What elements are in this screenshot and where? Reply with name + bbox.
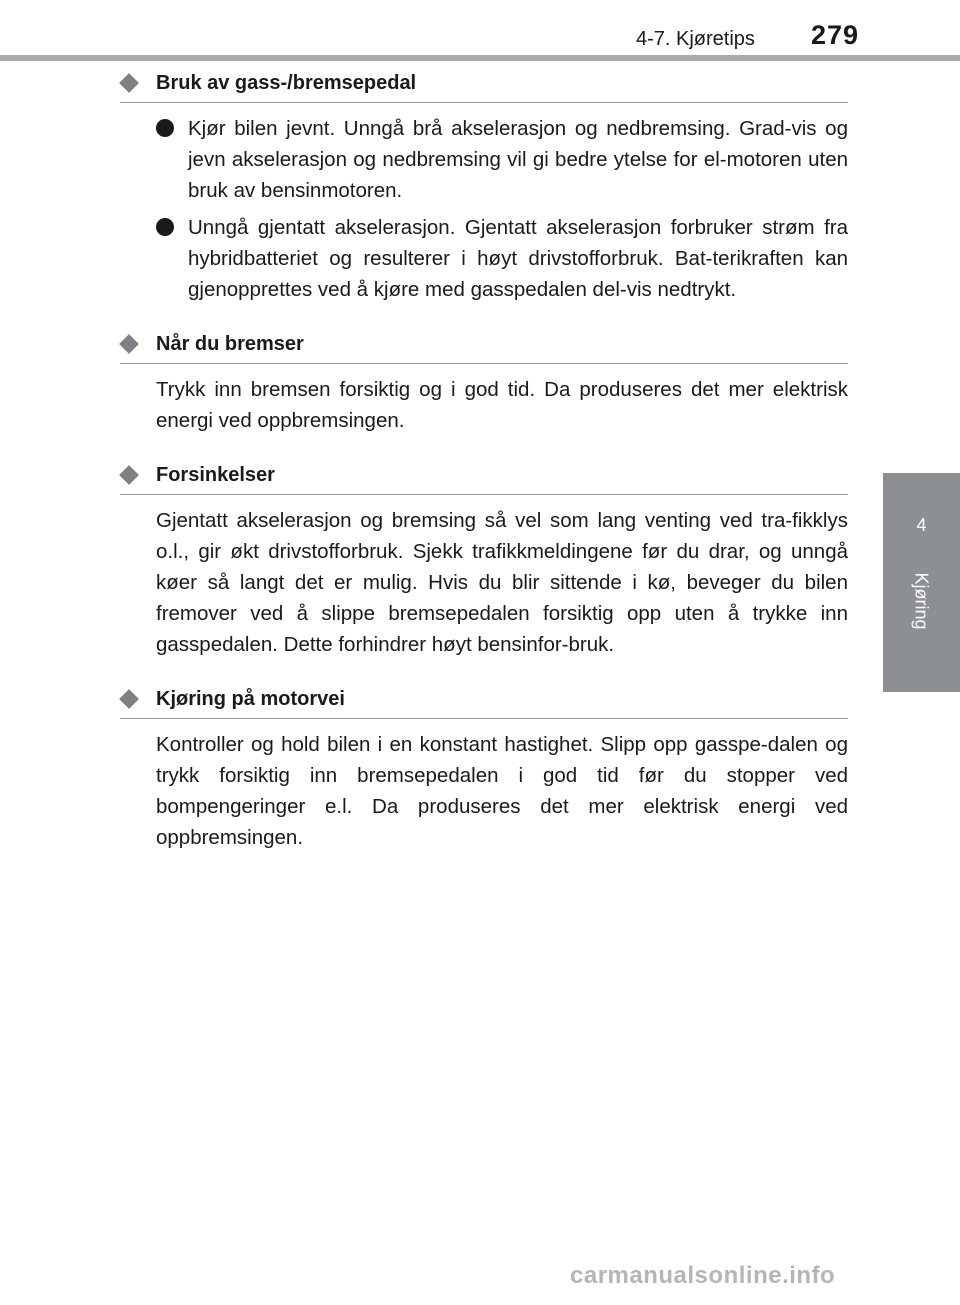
section-heading [120, 68, 848, 103]
chapter-label: Kjøring [911, 572, 932, 630]
bullet-dot-icon [156, 218, 174, 236]
bullet-dot-icon [156, 119, 174, 137]
section-paragraph: Trykk inn bremsen forsiktig og i god tid. Da produseres det mer elektrisk energi ved oppbremsingen. [156, 378, 848, 432]
page-content [120, 68, 848, 877]
watermark: carmanualsonline.info [570, 1262, 836, 1289]
diamond-icon [119, 465, 139, 485]
header-section-title: 4-7. Kjøretips [636, 28, 755, 50]
header-rule [0, 55, 960, 61]
diamond-icon [119, 73, 139, 93]
section-title: Når du bremser [156, 333, 304, 355]
section-title: Kjøring på motorvei [156, 688, 345, 710]
section-paragraph: Gjentatt akselerasjon og bremsing så vel som lang venting ved tra-fikklys o.l., gir økt drivstofforbruk. Sjekk trafikkmeldingene før du drar, og unngå køer så langt det er mulig. Hvis du blir sittende i kø, beveger du bilen fremover ved å slippe bremsepedalen forsiktig opp uten å trykke inn gasspedalen. Dette forhindrer høyt bensinfor-bruk. [156, 509, 848, 656]
bullet-item [156, 113, 848, 206]
bullet-item [156, 212, 848, 305]
section-paragraph: Kontroller og hold bilen i en konstant hastighet. Slipp opp gasspe-dalen og trykk forsiktig inn bremsepedalen i god tid før du stopper ved bompengeringer e.l. Da produseres det mer elektrisk energi ved oppbremsingen. [156, 733, 848, 849]
chapter-number: 4 [916, 515, 927, 535]
section-gas-brake-pedal [120, 68, 848, 305]
section-title: Forsinkelser [156, 464, 275, 486]
section-braking [120, 329, 848, 436]
section-delays [120, 460, 848, 660]
section-motorway-driving [120, 684, 848, 853]
bullet-text: Kjør bilen jevnt. Unngå brå akselerasjon og nedbremsing. Grad-vis og jevn akselerasjon og nedbremsing vil gi bedre ytelse for el-motoren uten bruk av bensinmotoren. [188, 117, 848, 202]
section-heading [120, 329, 848, 364]
diamond-icon [119, 334, 139, 354]
section-heading [120, 684, 848, 719]
bullet-text: Unngå gjentatt akselerasjon. Gjentatt akselerasjon forbruker strøm fra hybridbatteriet og resulterer i høyt drivstofforbruk. Bat-terikraften kan gjenopprettes ved å kjøre med gasspedalen del-vis nedtrykt. [188, 216, 848, 301]
chapter-side-tab [883, 473, 960, 692]
section-title: Bruk av gass-/bremsepedal [156, 72, 417, 94]
page-number: 279 [810, 20, 860, 50]
section-heading [120, 460, 848, 495]
diamond-icon [119, 689, 139, 709]
